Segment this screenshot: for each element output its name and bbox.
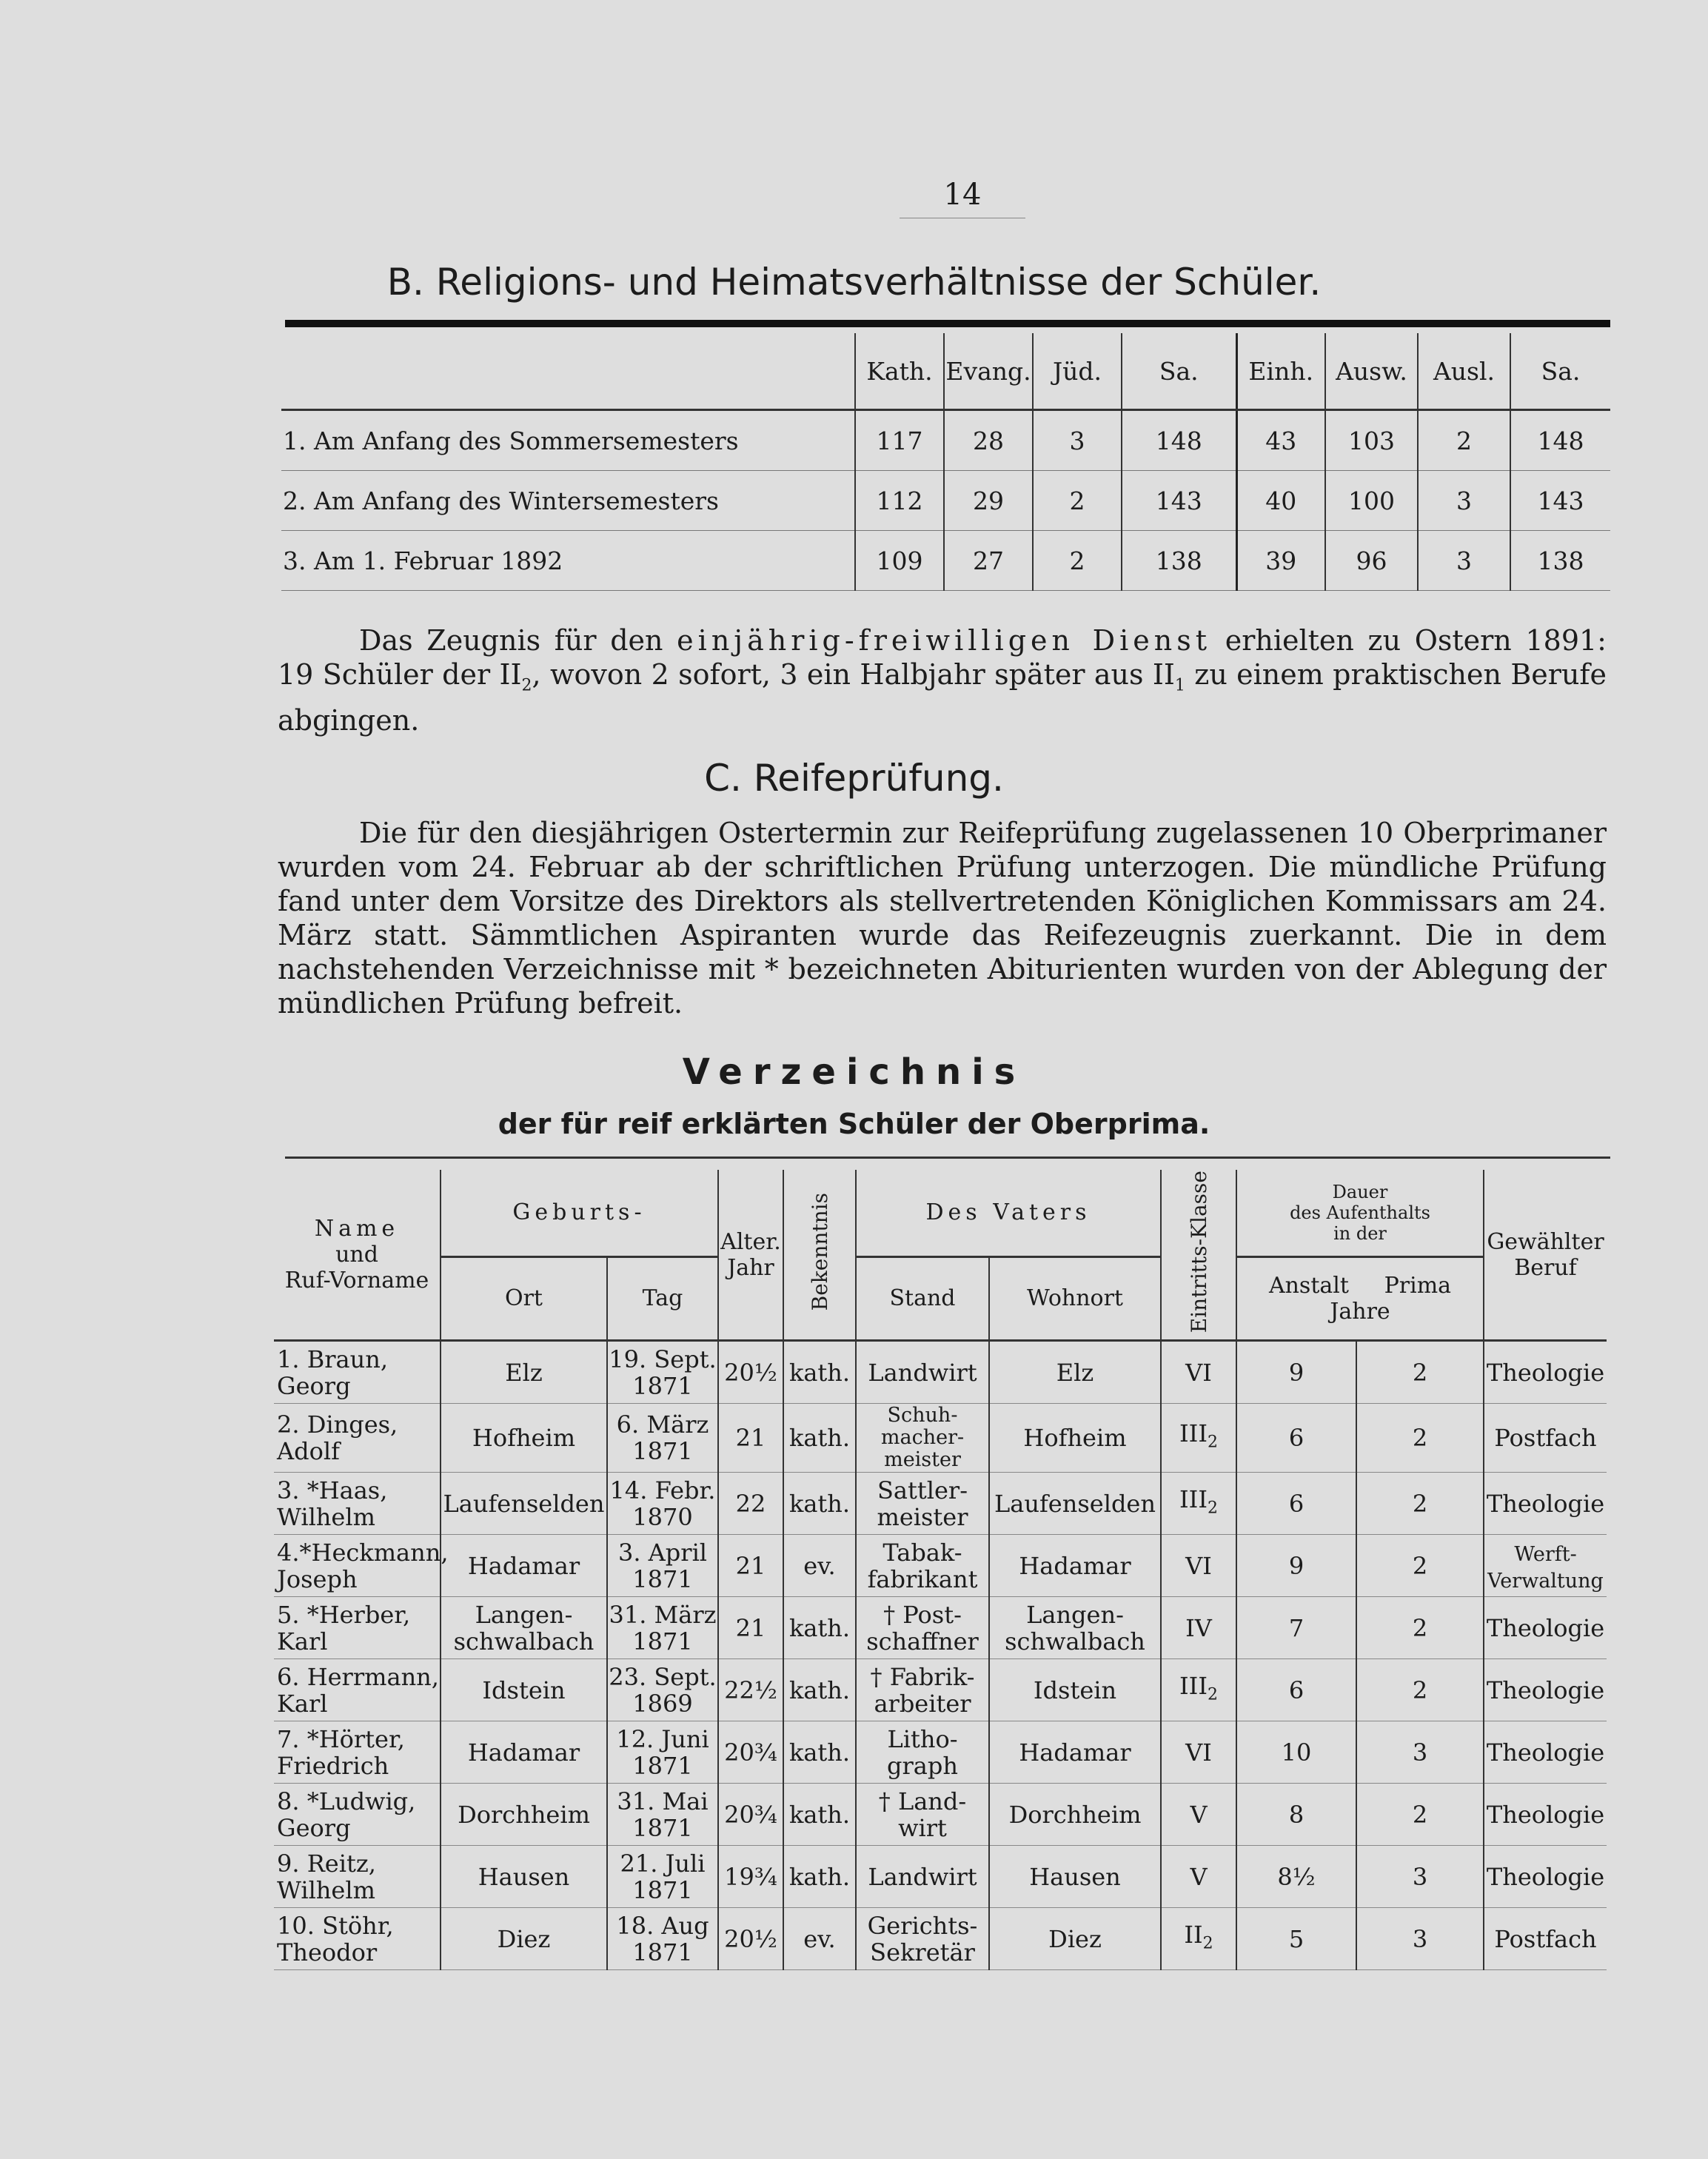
father-residence: Laufenselden bbox=[989, 1473, 1161, 1535]
father-occupation: Litho- graph bbox=[856, 1721, 989, 1784]
birth-date: 31. März 1871 bbox=[607, 1597, 718, 1659]
chosen-profession: Theologie bbox=[1484, 1846, 1607, 1908]
birth-date: 3. April 1871 bbox=[607, 1535, 718, 1597]
header-ausw: Ausw. bbox=[1325, 333, 1418, 410]
years-prima: 2 bbox=[1356, 1535, 1484, 1597]
birth-place: Diez bbox=[441, 1908, 607, 1970]
confession: kath. bbox=[783, 1846, 856, 1908]
years-school: 6 bbox=[1236, 1404, 1356, 1473]
header-jued: Jüd. bbox=[1033, 333, 1122, 410]
father-residence: Hadamar bbox=[989, 1721, 1161, 1784]
header-name: Name und Ruf-Vorname bbox=[274, 1170, 441, 1341]
cell: 112 bbox=[855, 471, 944, 531]
cell: 143 bbox=[1510, 471, 1610, 531]
cell: 117 bbox=[855, 410, 944, 471]
header-sa-2: Sa. bbox=[1510, 333, 1610, 410]
header-stand: Stand bbox=[856, 1256, 989, 1341]
cell: 43 bbox=[1236, 410, 1325, 471]
cell: 96 bbox=[1325, 531, 1418, 591]
father-residence: Hadamar bbox=[989, 1535, 1161, 1597]
cell: 3 bbox=[1418, 531, 1510, 591]
age: 20¾ bbox=[718, 1721, 783, 1784]
row-label: 1. Am Anfang des Sommersemesters bbox=[281, 410, 855, 471]
reifepruefung-paragraph: Die für den diesjährigen Ostertermin zur Reifeprüfung zugelassenen 10 Oberprimaner wurden vom 24. Februar ab der schriftlichen Prüfung unterzogen. Die mündliche Prüfung fand unter dem Vorsitze des Direktors als stellvertretenden Königlichen Kommissars am 24. März statt. Sämmtlichen Aspiranten wurde das Reifezeugnis zuerkannt. Die in dem nachstehenden Verzeichnisse mit * bezeichneten Abiturienten wurden von der Ablegung der mündlichen Prüfung befreit. bbox=[278, 817, 1607, 1020]
age: 20¾ bbox=[718, 1784, 783, 1846]
birth-place: Idstein bbox=[441, 1659, 607, 1721]
age: 19¾ bbox=[718, 1846, 783, 1908]
father-occupation: Landwirt bbox=[856, 1341, 989, 1404]
father-residence: Elz bbox=[989, 1341, 1161, 1404]
years-school: 8½ bbox=[1236, 1846, 1356, 1908]
confession: ev. bbox=[783, 1908, 856, 1970]
cell: 2 bbox=[1033, 471, 1122, 531]
years-prima: 3 bbox=[1356, 1721, 1484, 1784]
table-row bbox=[281, 410, 1610, 471]
student-name: 3. *Haas, Wilhelm bbox=[274, 1473, 441, 1535]
birth-date: 18. Aug 1871 bbox=[607, 1908, 718, 1970]
header-blank bbox=[281, 333, 855, 410]
birth-date: 12. Juni 1871 bbox=[607, 1721, 718, 1784]
years-prima: 2 bbox=[1356, 1597, 1484, 1659]
table-row bbox=[274, 1846, 1607, 1908]
age: 21 bbox=[718, 1404, 783, 1473]
birth-date: 23. Sept. 1869 bbox=[607, 1659, 718, 1721]
abiturienten-header-row bbox=[274, 1170, 1607, 1256]
table-row bbox=[274, 1721, 1607, 1784]
table-row bbox=[274, 1473, 1607, 1535]
zeugnis-paragraph: Das Zeugnis für den einjährig-freiwilligen Dienst erhielten zu Ostern 1891: 19 Schüler der $II_2$, wovon 2 sofort, 3 ein Halbjahr später aus $II_1$ zu einem praktischen Berufe abgingen. bbox=[278, 624, 1607, 737]
years-prima: 2 bbox=[1356, 1341, 1484, 1404]
religion-table bbox=[281, 333, 1610, 591]
father-residence: Langen- schwalbach bbox=[989, 1597, 1161, 1659]
header-wohnort: Wohnort bbox=[989, 1256, 1161, 1341]
header-kath: Kath. bbox=[855, 333, 944, 410]
chosen-profession: Theologie bbox=[1484, 1597, 1607, 1659]
birth-date: 21. Juli 1871 bbox=[607, 1846, 718, 1908]
birth-place: Langen- schwalbach bbox=[441, 1597, 607, 1659]
birth-place: Hausen bbox=[441, 1846, 607, 1908]
age: 22 bbox=[718, 1473, 783, 1535]
father-occupation: Landwirt bbox=[856, 1846, 989, 1908]
cell: 39 bbox=[1236, 531, 1325, 591]
entry-class: $II_2$ bbox=[1161, 1908, 1236, 1970]
confession: kath. bbox=[783, 1597, 856, 1659]
father-residence: Dorchheim bbox=[989, 1784, 1161, 1846]
years-prima: 2 bbox=[1356, 1404, 1484, 1473]
father-residence: Hausen bbox=[989, 1846, 1161, 1908]
years-prima: 2 bbox=[1356, 1473, 1484, 1535]
years-school: 8 bbox=[1236, 1784, 1356, 1846]
table-row bbox=[274, 1404, 1607, 1473]
table-row bbox=[281, 531, 1610, 591]
years-school: 9 bbox=[1236, 1535, 1356, 1597]
table-row bbox=[274, 1908, 1607, 1970]
section-b-rule bbox=[285, 320, 1610, 327]
birth-date: 31. Mai 1871 bbox=[607, 1784, 718, 1846]
birth-place: Laufenselden bbox=[441, 1473, 607, 1535]
father-occupation: † Fabrik- arbeiter bbox=[856, 1659, 989, 1721]
confession: kath. bbox=[783, 1404, 856, 1473]
cell: 143 bbox=[1122, 471, 1236, 531]
chosen-profession: Theologie bbox=[1484, 1721, 1607, 1784]
verzeichnis-title: Verzeichnis bbox=[682, 1051, 1026, 1093]
header-geburts: Geburts- bbox=[441, 1170, 718, 1256]
abiturienten-subheader-row bbox=[274, 1256, 1607, 1341]
years-prima: 2 bbox=[1356, 1784, 1484, 1846]
father-occupation: † Land- wirt bbox=[856, 1784, 989, 1846]
years-school: 9 bbox=[1236, 1341, 1356, 1404]
student-name: 10. Stöhr, Theodor bbox=[274, 1908, 441, 1970]
header-alter: Alter. Jahr bbox=[718, 1170, 783, 1341]
entry-class: V bbox=[1161, 1784, 1236, 1846]
chosen-profession: Theologie bbox=[1484, 1784, 1607, 1846]
cell: 3 bbox=[1418, 471, 1510, 531]
table-row bbox=[281, 471, 1610, 531]
verzeichnis-subtitle: der für reif erklärten Schüler der Oberprima. bbox=[498, 1108, 1210, 1140]
row-label: 2. Am Anfang des Wintersemesters bbox=[281, 471, 855, 531]
table-row bbox=[274, 1597, 1607, 1659]
confession: ev. bbox=[783, 1535, 856, 1597]
entry-class: VI bbox=[1161, 1721, 1236, 1784]
student-name: 4.*Heckmann, Joseph bbox=[274, 1535, 441, 1597]
header-dauer: Dauer des Aufenthalts in der bbox=[1236, 1170, 1484, 1256]
student-name: 2. Dinges, Adolf bbox=[274, 1404, 441, 1473]
cell: 28 bbox=[944, 410, 1033, 471]
confession: kath. bbox=[783, 1721, 856, 1784]
cell: 40 bbox=[1236, 471, 1325, 531]
student-name: 8. *Ludwig, Georg bbox=[274, 1784, 441, 1846]
abiturienten-table bbox=[274, 1170, 1607, 1970]
years-school: 10 bbox=[1236, 1721, 1356, 1784]
years-school: 6 bbox=[1236, 1473, 1356, 1535]
header-eintritts-klasse: Eintritts-Klasse bbox=[1161, 1170, 1236, 1341]
header-evang: Evang. bbox=[944, 333, 1033, 410]
years-school: 7 bbox=[1236, 1597, 1356, 1659]
father-residence: Diez bbox=[989, 1908, 1161, 1970]
father-occupation: † Post- schaffner bbox=[856, 1597, 989, 1659]
cell: 109 bbox=[855, 531, 944, 591]
entry-class: $III_2$ bbox=[1161, 1404, 1236, 1473]
birth-place: Elz bbox=[441, 1341, 607, 1404]
chosen-profession: Postfach bbox=[1484, 1404, 1607, 1473]
age: 20½ bbox=[718, 1341, 783, 1404]
chosen-profession: Theologie bbox=[1484, 1341, 1607, 1404]
birth-date: 14. Febr. 1870 bbox=[607, 1473, 718, 1535]
cell: 103 bbox=[1325, 410, 1418, 471]
birth-place: Dorchheim bbox=[441, 1784, 607, 1846]
header-tag: Tag bbox=[607, 1256, 718, 1341]
cell: 2 bbox=[1418, 410, 1510, 471]
verzeichnis-rule bbox=[285, 1157, 1610, 1159]
table-row bbox=[274, 1784, 1607, 1846]
birth-place: Hofheim bbox=[441, 1404, 607, 1473]
chosen-profession: Werft- Verwaltung bbox=[1484, 1535, 1607, 1597]
father-occupation: Schuh- macher- meister bbox=[856, 1404, 989, 1473]
father-residence: Idstein bbox=[989, 1659, 1161, 1721]
table-row bbox=[274, 1535, 1607, 1597]
confession: kath. bbox=[783, 1784, 856, 1846]
entry-class: VI bbox=[1161, 1341, 1236, 1404]
confession: kath. bbox=[783, 1659, 856, 1721]
student-name: 6. Herrmann, Karl bbox=[274, 1659, 441, 1721]
cell: 138 bbox=[1510, 531, 1610, 591]
cell: 138 bbox=[1122, 531, 1236, 591]
row-label: 3. Am 1. Februar 1892 bbox=[281, 531, 855, 591]
chosen-profession: Postfach bbox=[1484, 1908, 1607, 1970]
father-occupation: Gerichts- Sekretär bbox=[856, 1908, 989, 1970]
student-name: 1. Braun, Georg bbox=[274, 1341, 441, 1404]
religion-table-header bbox=[281, 333, 1610, 410]
age: 22½ bbox=[718, 1659, 783, 1721]
cell: 29 bbox=[944, 471, 1033, 531]
header-anstalt-prima: Anstalt Prima Jahre bbox=[1236, 1256, 1484, 1341]
birth-date: 6. März 1871 bbox=[607, 1404, 718, 1473]
years-prima: 2 bbox=[1356, 1659, 1484, 1721]
years-prima: 3 bbox=[1356, 1908, 1484, 1970]
header-sa-1: Sa. bbox=[1122, 333, 1236, 410]
entry-class: IV bbox=[1161, 1597, 1236, 1659]
header-einh: Einh. bbox=[1236, 333, 1325, 410]
student-name: 9. Reitz, Wilhelm bbox=[274, 1846, 441, 1908]
cell: 100 bbox=[1325, 471, 1418, 531]
age: 21 bbox=[718, 1535, 783, 1597]
cell: 27 bbox=[944, 531, 1033, 591]
father-occupation: Sattler- meister bbox=[856, 1473, 989, 1535]
years-prima: 3 bbox=[1356, 1846, 1484, 1908]
years-school: 5 bbox=[1236, 1908, 1356, 1970]
header-ort: Ort bbox=[441, 1256, 607, 1341]
section-c-title: C. Reifeprüfung. bbox=[704, 757, 1004, 800]
cell: 148 bbox=[1510, 410, 1610, 471]
cell: 3 bbox=[1033, 410, 1122, 471]
table-row bbox=[274, 1659, 1607, 1721]
entry-class: $III_2$ bbox=[1161, 1659, 1236, 1721]
confession: kath. bbox=[783, 1473, 856, 1535]
cell: 148 bbox=[1122, 410, 1236, 471]
table-row bbox=[274, 1341, 1607, 1404]
student-name: 5. *Herber, Karl bbox=[274, 1597, 441, 1659]
header-ausl: Ausl. bbox=[1418, 333, 1510, 410]
chosen-profession: Theologie bbox=[1484, 1659, 1607, 1721]
entry-class: VI bbox=[1161, 1535, 1236, 1597]
page-number: 14 bbox=[900, 178, 1025, 218]
student-name: 7. *Hörter, Friedrich bbox=[274, 1721, 441, 1784]
entry-class: V bbox=[1161, 1846, 1236, 1908]
age: 21 bbox=[718, 1597, 783, 1659]
birth-place: Hadamar bbox=[441, 1535, 607, 1597]
birth-place: Hadamar bbox=[441, 1721, 607, 1784]
father-residence: Hofheim bbox=[989, 1404, 1161, 1473]
years-school: 6 bbox=[1236, 1659, 1356, 1721]
age: 20½ bbox=[718, 1908, 783, 1970]
confession: kath. bbox=[783, 1341, 856, 1404]
header-bekenntnis: Bekenntnis bbox=[783, 1170, 856, 1341]
entry-class: $III_2$ bbox=[1161, 1473, 1236, 1535]
header-beruf: Gewählter Beruf bbox=[1484, 1170, 1607, 1341]
chosen-profession: Theologie bbox=[1484, 1473, 1607, 1535]
section-b-title: B. Religions- und Heimatsverhältnisse der Schüler. bbox=[386, 261, 1322, 304]
birth-date: 19. Sept. 1871 bbox=[607, 1341, 718, 1404]
header-des-vaters: Des Vaters bbox=[856, 1170, 1161, 1256]
father-occupation: Tabak- fabrikant bbox=[856, 1535, 989, 1597]
cell: 2 bbox=[1033, 531, 1122, 591]
